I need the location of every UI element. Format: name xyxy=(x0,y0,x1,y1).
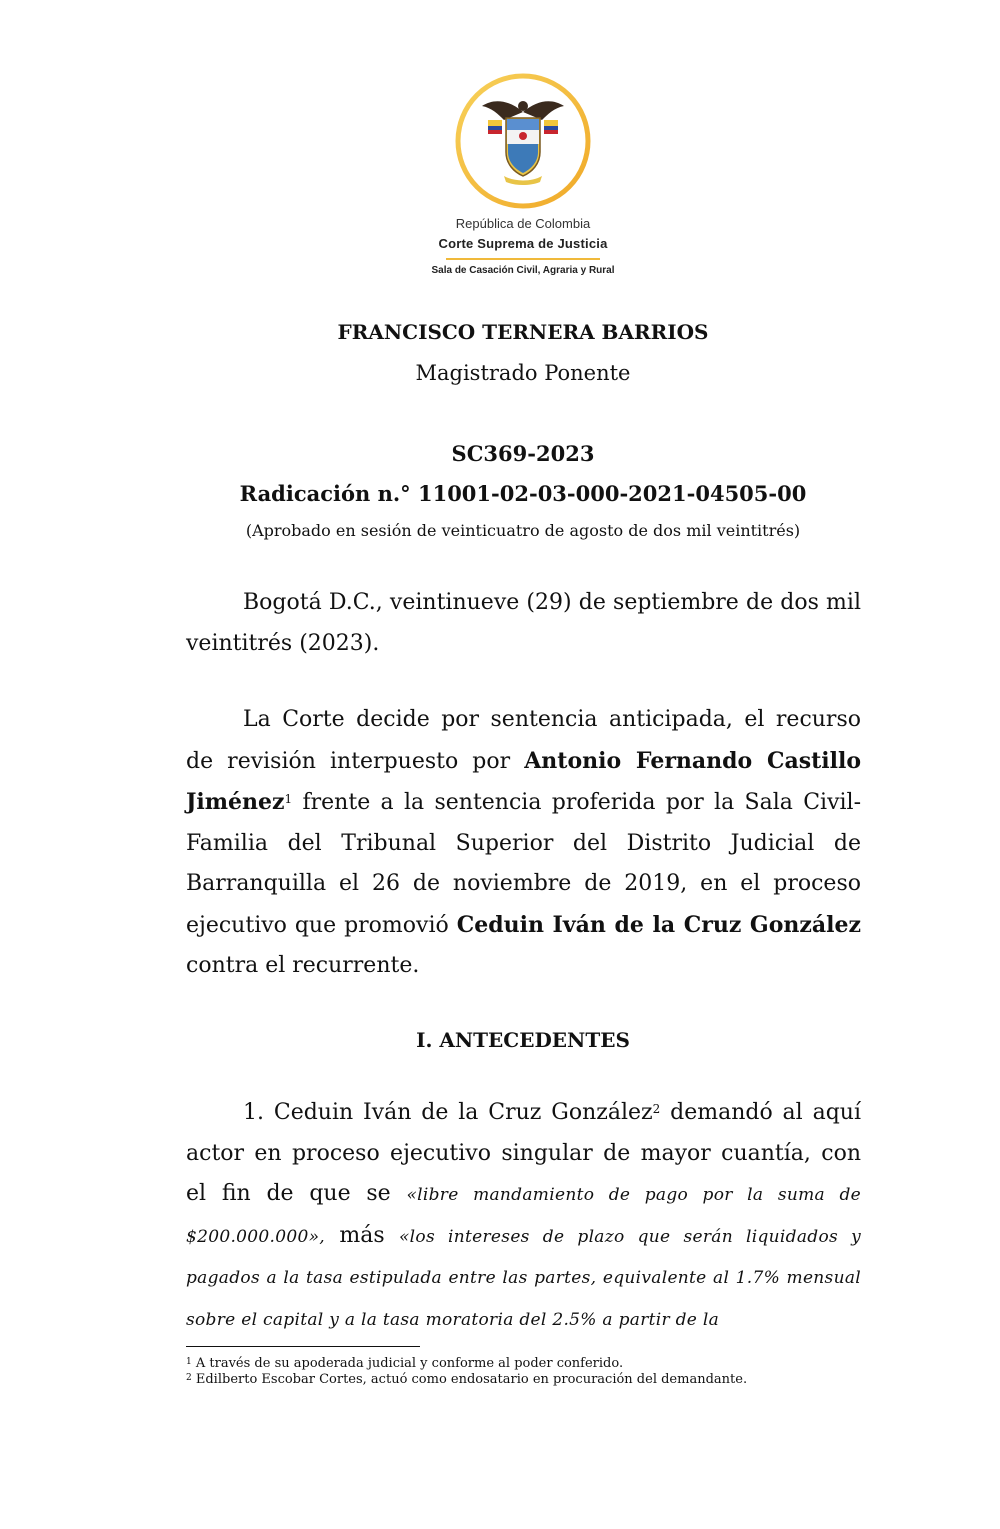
ante-text-3: más xyxy=(324,1222,399,1248)
intro-text-3: contra el recurrente. xyxy=(186,953,420,978)
footnote-number: 1 xyxy=(186,1357,192,1367)
footnote-ref-1[interactable]: 1 xyxy=(284,792,293,806)
section-heading: I. ANTECEDENTES xyxy=(416,1028,630,1052)
sentence-code: SC369-2023 xyxy=(451,441,595,466)
footnote-text: Edilberto Escobar Cortes, actuó como endosatario en procuración del demandante. xyxy=(191,1372,748,1387)
colombia-coat-of-arms-icon xyxy=(454,72,592,210)
footnote-1 xyxy=(186,1356,886,1372)
quote-1: «libre mandamiento de pago por la suma de $200.000.000», xyxy=(186,1185,861,1247)
footnote-2 xyxy=(186,1372,886,1388)
antecedentes-paragraph xyxy=(186,1093,861,1340)
org-divider xyxy=(446,258,600,260)
appellant-name: Antonio Fernando Castillo Jiménez xyxy=(186,747,862,815)
date-text: Bogotá D.C., veintinueve (29) de septiembre de dos mil veintitrés (2023). xyxy=(186,590,861,656)
footnote-number: 2 xyxy=(186,1373,192,1383)
org-sala: Sala de Casación Civil, Agraria y Rural xyxy=(431,265,615,276)
date-paragraph xyxy=(186,583,861,664)
org-court: Corte Suprema de Justicia xyxy=(438,236,608,251)
magistrate-role: Magistrado Ponente xyxy=(415,361,631,385)
ante-text-2: demandó al aquí actor en proceso ejecutivo singular de mayor cuantía, con el fin de que se xyxy=(186,1100,861,1206)
footnote-ref-2[interactable]: 2 xyxy=(652,1102,661,1116)
plaintiff-name: Ceduin Iván de la Cruz González xyxy=(456,911,861,938)
radicacion-number: Radicación n.° 11001-02-03-000-2021-04505-00 xyxy=(239,481,807,506)
footnote-text: A través de su apoderada judicial y conforme al poder conferido. xyxy=(191,1356,624,1371)
intro-text-2: frente a la sentencia proferida por la Sala Civil-Familia del Tribunal Superior del Distrito Judicial de Barranquilla el 26 de noviembre de 2019, en el proceso ejecutivo que promovió xyxy=(186,790,861,938)
quote-2: «los intereses de plazo que serán liquidados y pagados a la tasa estipulada entre las partes, equivalente al 1.7% mensual sobre el capital y a la tasa moratoria del 2.5% a partir de la xyxy=(186,1226,861,1330)
intro-text-1: La Corte decide por sentencia anticipada, el recurso de revisión interpuesto por xyxy=(186,707,861,774)
intro-paragraph xyxy=(186,700,861,987)
ante-text-1: 1. Ceduin Iván de la Cruz González xyxy=(243,1100,653,1125)
footnotes xyxy=(186,1356,886,1388)
approval-note: (Aprobado en sesión de veinticuatro de agosto de dos mil veintitrés) xyxy=(245,521,801,540)
footnote-divider xyxy=(186,1346,420,1347)
org-country: República de Colombia xyxy=(455,216,591,231)
magistrate-name: FRANCISCO TERNERA BARRIOS xyxy=(337,320,709,344)
